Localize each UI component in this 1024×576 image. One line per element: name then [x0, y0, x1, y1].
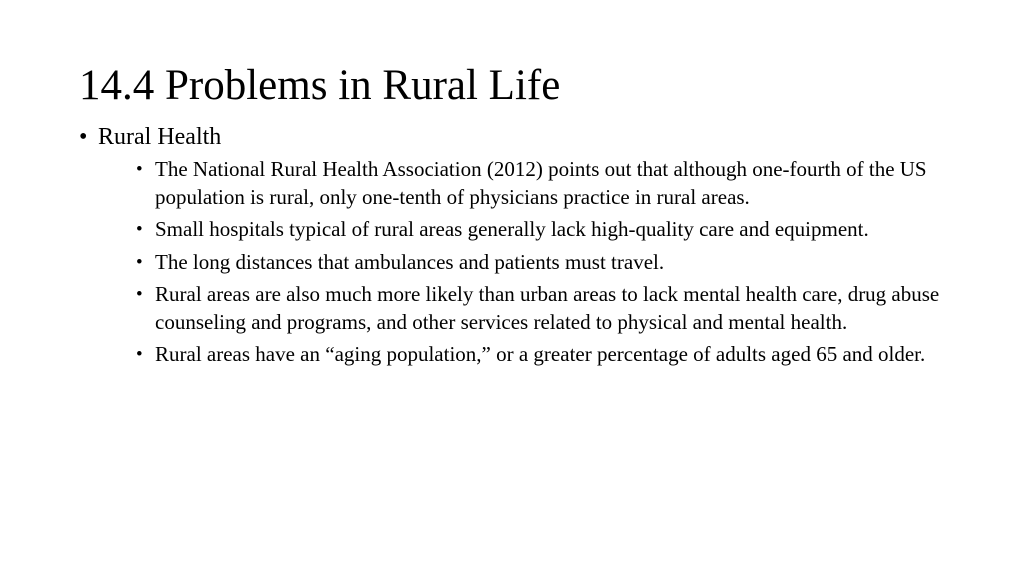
- topic-label: Rural Health: [98, 124, 222, 150]
- sub-bullet-text: The National Rural Health Association (2012) points out that although one-fourth of the US population is rural, only one-tenth of physicians practice in rural areas.: [155, 157, 927, 209]
- slide-title: 14.4 Problems in Rural Life: [79, 62, 561, 109]
- bullet-icon: •: [136, 159, 143, 180]
- sub-bullet-text: Small hospitals typical of rural areas generally lack high-quality care and equipment.: [155, 217, 869, 241]
- bullet-icon: •: [136, 344, 143, 365]
- sub-bullet-item: [136, 156, 955, 211]
- bullet-list: [79, 122, 959, 374]
- sub-bullet-text: Rural areas have an “aging population,” or a greater percentage of adults aged 65 and older.: [155, 342, 926, 366]
- topic-item-rural-health: [79, 122, 959, 369]
- sub-bullet-item: [136, 216, 955, 244]
- sub-bullet-list: [98, 156, 959, 369]
- sub-bullet-text: Rural areas are also much more likely than urban areas to lack mental health care, drug abuse counseling and programs, and other services related to physical and mental health.: [155, 282, 940, 334]
- sub-bullet-item: [136, 249, 955, 277]
- sub-bullet-item: [136, 341, 955, 369]
- bullet-icon: •: [136, 219, 143, 240]
- bullet-icon: •: [136, 251, 143, 273]
- bullet-icon: •: [136, 284, 143, 305]
- bullet-icon: •: [79, 124, 88, 150]
- sub-bullet-item: [136, 281, 955, 336]
- sub-bullet-text: The long distances that ambulances and patients must travel.: [155, 249, 665, 274]
